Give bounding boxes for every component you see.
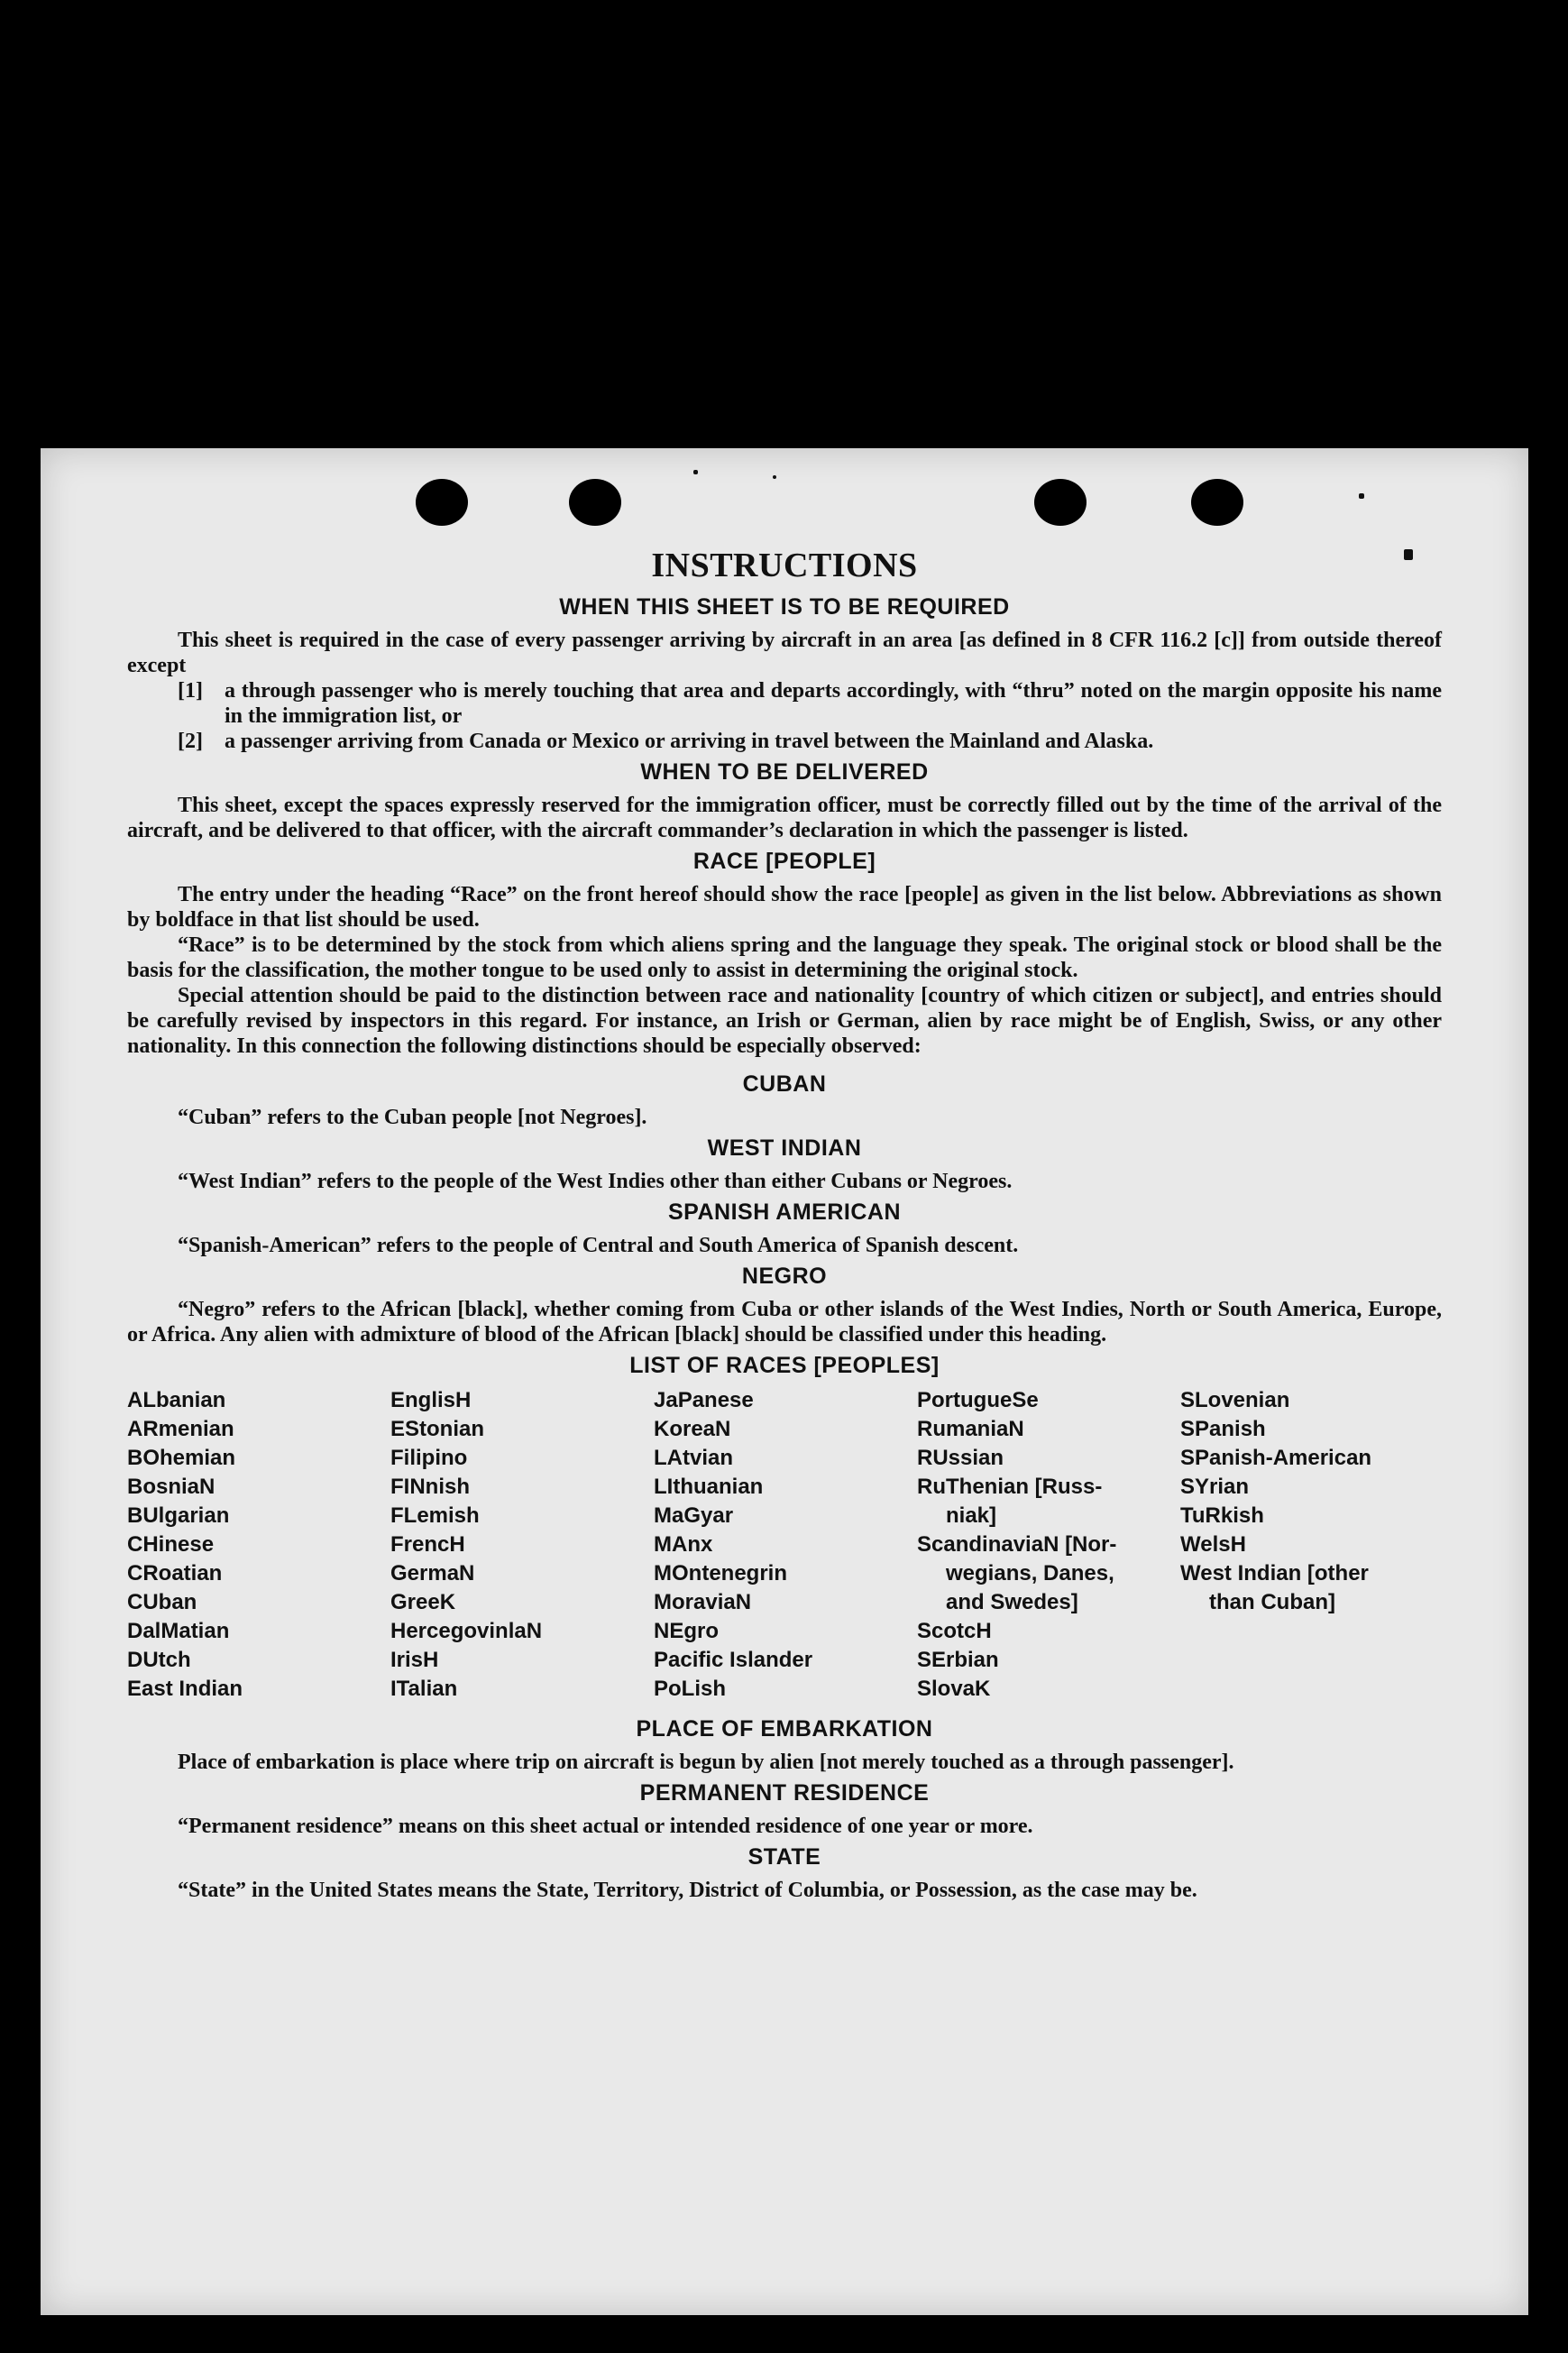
race-entry: ScandinaviaN [Nor- [917,1532,1117,1557]
race-entry: TuRkish [1180,1503,1264,1528]
race-entry: SPanish-American [1180,1446,1372,1470]
race-entry: EnglisH [390,1388,472,1412]
race-entry: KoreaN [654,1417,731,1441]
race-entry-continued: than Cuban] [1209,1590,1335,1614]
race-entry: SPanish [1180,1417,1266,1441]
race-entry: MaGyar [654,1503,734,1528]
exception-item [178,729,1442,754]
embarkation-text: Place of embarkation is place where trip on aircraft is begun by alien [not merely touched as a through passenger]. [178,1751,1234,1774]
race-entry: Pacific Islander [654,1648,813,1672]
section-heading-race: RACE [PEOPLE] [692,849,876,874]
race-entry: WelsH [1180,1532,1246,1557]
item-number: [1] [178,679,203,703]
race-entry: DUtch [127,1648,191,1672]
race-entry: BOhemian [127,1446,236,1470]
race-entry: MOntenegrin [654,1561,787,1586]
race-column [390,1386,652,1704]
speck [1359,493,1364,499]
race-entry: West Indian [other [1180,1561,1369,1586]
section-heading-delivered: WHEN TO BE DELIVERED [640,759,929,785]
section-heading-state: STATE [747,1844,821,1870]
item-text: a through passenger who is merely touching that area and departs accordingly, with “thru” noted on the margin opposite his name in the immigration list, or [225,679,1442,728]
race-entry: FINnish [390,1475,470,1499]
race-entry: ScotcH [917,1619,992,1643]
race-paragraph: “Race” is to be determined by the stock from which aliens spring and the language they speak. The original stock or blood shall be the basis for the classification, the mother tongue to be used only to assist in determining the original stock. [127,933,1442,982]
required-intro: This sheet is required in the case of every passenger arriving by aircraft in an area [as defined in 8 CFR 116.2 [c]] from outside thereof except [127,629,1442,677]
section-heading-spanish-american: SPANISH AMERICAN [667,1199,901,1225]
race-entry: JaPanese [654,1388,754,1412]
race-entry: East Indian [127,1677,243,1701]
west-indian-text: “West Indian” refers to the people of the West Indies other than either Cubans or Negroes. [178,1170,1013,1193]
race-entry: CRoatian [127,1561,223,1586]
punch-hole [1034,479,1087,526]
race-entry: MAnx [654,1532,713,1557]
race-paragraph: Special attention should be paid to the distinction between race and nationality [country of which citizen or subject], and entries should be carefully revised by inspectors in this regard. For instance, an Irish or German, alien by race might be of English, Swiss, or any other nationality. In this connection the following distinctions should be especially observed: [127,984,1442,1058]
residence-text: “Permanent residence” means on this sheet actual or intended residence of one year or more. [178,1815,1033,1838]
section-heading-list: LIST OF RACES [PEOPLES] [629,1353,940,1378]
race-entry: PoLish [654,1677,727,1701]
race-entry: RumaniaN [917,1417,1024,1441]
race-entry: SErbian [917,1648,999,1672]
section-heading-west-indian: WEST INDIAN [707,1135,862,1161]
instruction-sheet [41,448,1528,2315]
item-text: a passenger arriving from Canada or Mexico or arriving in travel between the Mainland and Alaska. [225,730,1154,753]
race-entry: DalMatian [127,1619,230,1643]
race-entry: LAtvian [654,1446,734,1470]
negro-text: “Negro” refers to the African [black], whether coming from Cuba or other islands of the West Indies, North or South America, Europe, or Africa. Any alien with admixture of blood of the African [black] should be classified under this heading. [127,1298,1442,1347]
race-entry: PortugueSe [917,1388,1039,1412]
race-entry: GermaN [390,1561,475,1586]
race-entry: IrisH [390,1648,439,1672]
speck [693,470,698,474]
race-entry: ALbanian [127,1388,226,1412]
race-entry: NEgro [654,1619,719,1643]
race-entry: RUssian [917,1446,1004,1470]
race-column [127,1386,389,1704]
section-heading-required: WHEN THIS SHEET IS TO BE REQUIRED [559,594,1010,620]
race-entry: BUlgarian [127,1503,230,1528]
race-entry: GreeK [390,1590,456,1614]
cuban-text: “Cuban” refers to the Cuban people [not Negroes]. [178,1106,647,1129]
punch-hole [416,479,468,526]
race-entry: SlovaK [917,1677,991,1701]
section-heading-residence: PERMANENT RESIDENCE [639,1780,930,1806]
race-list [127,1386,1442,1704]
race-entry: SYrian [1180,1475,1250,1499]
state-text: “State” in the United States means the State, Territory, District of Columbia, or Possession, as the case may be. [178,1879,1197,1902]
section-heading-negro: NEGRO [741,1264,828,1289]
race-entry: MoraviaN [654,1590,752,1614]
race-entry: RuThenian [Russ- [917,1475,1103,1499]
race-entry: CHinese [127,1532,215,1557]
race-entry: Filipino [390,1446,468,1470]
document-body [127,546,1442,1903]
punch-hole [1191,479,1243,526]
delivered-text: This sheet, except the spaces expressly reserved for the immigration officer, must be correctly filled out by the time of the arrival of the aircraft, and be delivered to that officer, with the aircraft commander’s declaration in which the passenger is listed. [127,794,1442,842]
race-entry: LIthuanian [654,1475,764,1499]
race-column [1180,1386,1442,1704]
race-entry: FrencH [390,1532,465,1557]
race-entry: EStonian [390,1417,485,1441]
section-heading-cuban: CUBAN [742,1071,827,1097]
race-entry: CUban [127,1590,197,1614]
race-entry: FLemish [390,1503,480,1528]
race-entry-continued: wegians, Danes, [946,1561,1114,1586]
race-paragraph: The entry under the heading “Race” on the front hereof should show the race [people] as given in the list below. Abbreviations as shown by boldface in that list should be used. [127,883,1442,932]
punch-hole [569,479,621,526]
exception-item [178,678,1442,729]
section-heading-embarkation: PLACE OF EMBARKATION [636,1716,933,1742]
race-entry-continued: and Swedes] [946,1590,1078,1614]
spanish-american-text: “Spanish-American” refers to the people of Central and South America of Spanish descent. [178,1234,1019,1257]
document-title: INSTRUCTIONS [651,547,918,584]
race-entry: ARmenian [127,1417,234,1441]
race-entry: BosniaN [127,1475,215,1499]
race-column [917,1386,1178,1704]
item-number: [2] [178,730,203,753]
race-entry: HercegovinlaN [390,1619,543,1643]
race-entry-continued: niak] [946,1503,997,1528]
race-entry: SLovenian [1180,1388,1290,1412]
race-column [654,1386,915,1704]
speck [773,475,776,479]
race-entry: ITalian [390,1677,458,1701]
